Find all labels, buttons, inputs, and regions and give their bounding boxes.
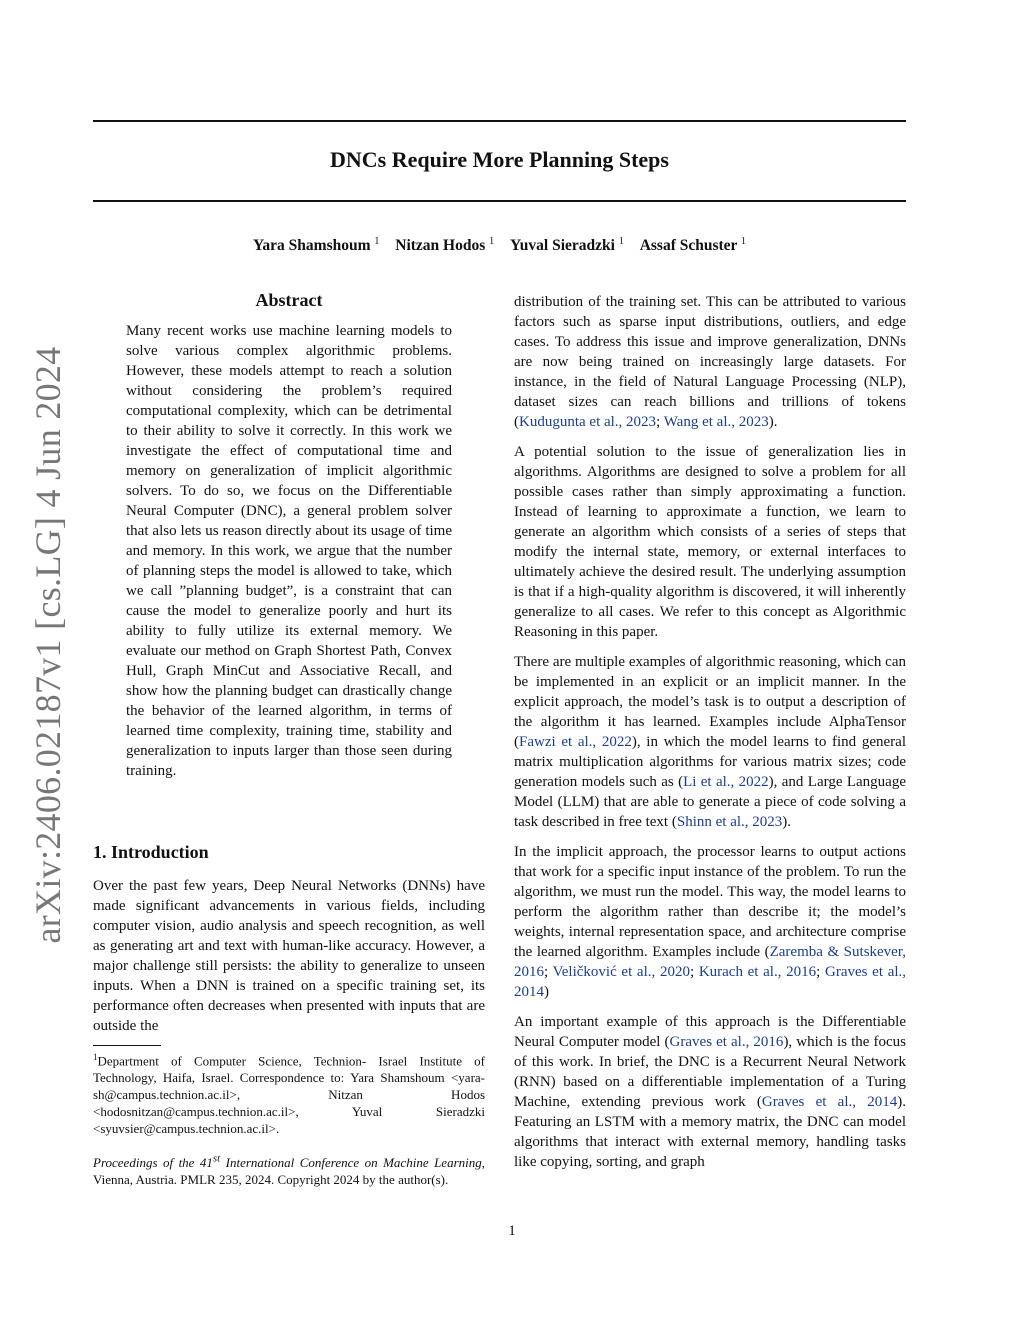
introduction-body xyxy=(93,876,485,1036)
author: Yara Shamshoum $^1$ xyxy=(252,236,380,255)
paragraph: A potential solution to the issue of generalization lies in algorithms. Algorithms are designed to solve a problem for all possible cases rather than simply approximating a function. Instead of learning to approximate a function, we learn to generate an algorithm which consists of a series of steps that modify the internal state, memory, or external interfaces to ultimately achieve the desired result. The underlying assumption is that if a high-quality algorithm is discovered, it will inherently generalize to all cases. We refer to this concept as Algorithmic Reasoning in this paper. xyxy=(514,444,906,640)
author: Assaf Schuster $^1$ xyxy=(639,236,747,255)
citation-link[interactable]: Fawzi et al., 2022 xyxy=(519,734,632,750)
proceedings-note: Proceedings of the 41st International Conference on Machine Learning, Vienna, Austria. PMLR 235, 2024. Copyright 2024 by the author(s). xyxy=(93,1153,485,1188)
author: Yuval Sieradzki $^1$ xyxy=(510,236,624,255)
title-bottom-rule xyxy=(93,200,906,202)
footnote-rule xyxy=(93,1045,161,1046)
paper-title: DNCs Require More Planning Steps xyxy=(330,147,669,172)
section-heading-introduction: 1. Introduction xyxy=(93,842,209,862)
affiliation-footnote: $^1$Department of Computer Science, Technion- Israel Institute of Technology, Haifa, Israel. Correspondence to: Yara Shamshoum <yara-sh@campus.technion.ac.il>, Nitzan Hodos <hodosnitzan@campus.technion.ac.il>, Yuval Sieradzki <syuvsier@campus.technion.ac.il>. xyxy=(93,1052,485,1137)
abstract-text: Many recent works use machine learning models to solve various complex algorithmic problems. However, these models attempt to reach a solution without considering the problem’s required computational complexity, which can be detrimental to their ability to solve it correctly. In this work we investigate the effect of computational time and memory on generalization of implicit algorithmic solvers. To do so, we focus on the Differentiable Neural Computer (DNC), a general problem solver that also lets us reason directly about its usage of time and memory. In this work, we argue that the number of planning steps the model is allowed to take, which we call ”planning budget”, is a constraint that can cause the model to generalize poorly and hurt its ability to fully utilize its external memory. We evaluate our method on Graph Shortest Path, Convex Hull, Graph MinCut and Associative Recall, and show how the planning budget can drastically change the behavior of the learned algorithm, in terms of learned time complexity, training time, stability and generalization to inputs larger than those seen during training. xyxy=(126,323,452,779)
top-rule xyxy=(93,120,906,122)
abstract-heading: Abstract xyxy=(255,290,323,310)
author: Nitzan Hodos $^1$ xyxy=(395,236,495,255)
citation-link[interactable]: Graves et al., 2014 xyxy=(514,964,907,1000)
citation-link[interactable]: Zaremba & Sutskever, 2016 xyxy=(514,944,906,980)
paragraph: An important example of this approach is the Differentiable Neural Computer model (Graves et al., 2016), which is the focus of this work. In brief, the DNC is a Recurrent Neural Network (RNN) based on a differentiable implementation of a Turing Machine, extending previous work (Graves et al., 2014). Featuring an LSTM with a memory matrix, the DNC can model algorithms that interact with external memory, handling tasks like copying, sorting, and graph xyxy=(514,1014,906,1170)
arxiv-identifier: arXiv:2406.02187v1 [cs.LG] 4 Jun 2024 xyxy=(28,346,68,944)
page-number: 1 xyxy=(508,1223,516,1239)
citation-link[interactable]: Graves et al., 2016 xyxy=(669,1034,784,1050)
paragraph: There are multiple examples of algorithmic reasoning, which can be implemented in an explicit or an implicit manner. In the explicit approach, the model’s task is to output a description of the algorithm it has learned. Examples include AlphaTensor (Fawzi et al., 2022), in which the model learns to find general matrix multiplication algorithms for various matrix sizes; code generation models such as (Li et al., 2022), and Large Language Model (LLM) that are able to generate a piece of code solving a task described in free text (Shinn et al., 2023). xyxy=(514,654,906,830)
citation-link[interactable]: Li et al., 2022 xyxy=(683,774,769,790)
intro-paragraph: Over the past few years, Deep Neural Networks (DNNs) have made significant advancements in various fields, including computer vision, audio analysis and speech recognition, as well as generating art and text with human-like accuracy. However, a major challenge still persists: the ability to generalize to unseen inputs. When a DNN is trained on a specific training set, its performance often decreases when presented with inputs that are outside the xyxy=(93,878,485,1034)
right-column xyxy=(514,292,906,1172)
citation-link[interactable]: Shinn et al., 2023 xyxy=(676,814,783,830)
citation-link[interactable]: Kurach et al., 2016 xyxy=(698,964,817,980)
citation-link[interactable]: Graves et al., 2014 xyxy=(761,1094,898,1110)
paragraph: In the implicit approach, the processor learns to output actions that work for a specific input instance of the problem. To run the algorithm, we must run the model. This way, the model learns to perform the algorithm rather than describe it; the model’s weights, internal representation space, and architecture comprise the learned algorithm. Examples include (Zaremba & Sutskever, 2016; Veličković et al., 2020; Kurach et al., 2016; Graves et al., 2014) xyxy=(514,844,907,1000)
citation-link[interactable]: Wang et al., 2023 xyxy=(663,414,769,430)
paragraph: distribution of the training set. This can be attributed to various factors such as sparse input distributions, outliers, and edge cases. To address this issue and improve generalization, DNNs are now being trained on increasingly large datasets. For instance, in the field of Natural Language Processing (NLP), dataset sizes can reach billions and trillions of tokens (Kudugunta et al., 2023; Wang et al., 2023). xyxy=(514,294,906,430)
author-list xyxy=(93,236,906,255)
abstract-body xyxy=(126,321,452,781)
citation-link[interactable]: Kudugunta et al., 2023 xyxy=(519,414,657,430)
citation-link[interactable]: Veličković et al., 2020 xyxy=(552,964,690,980)
